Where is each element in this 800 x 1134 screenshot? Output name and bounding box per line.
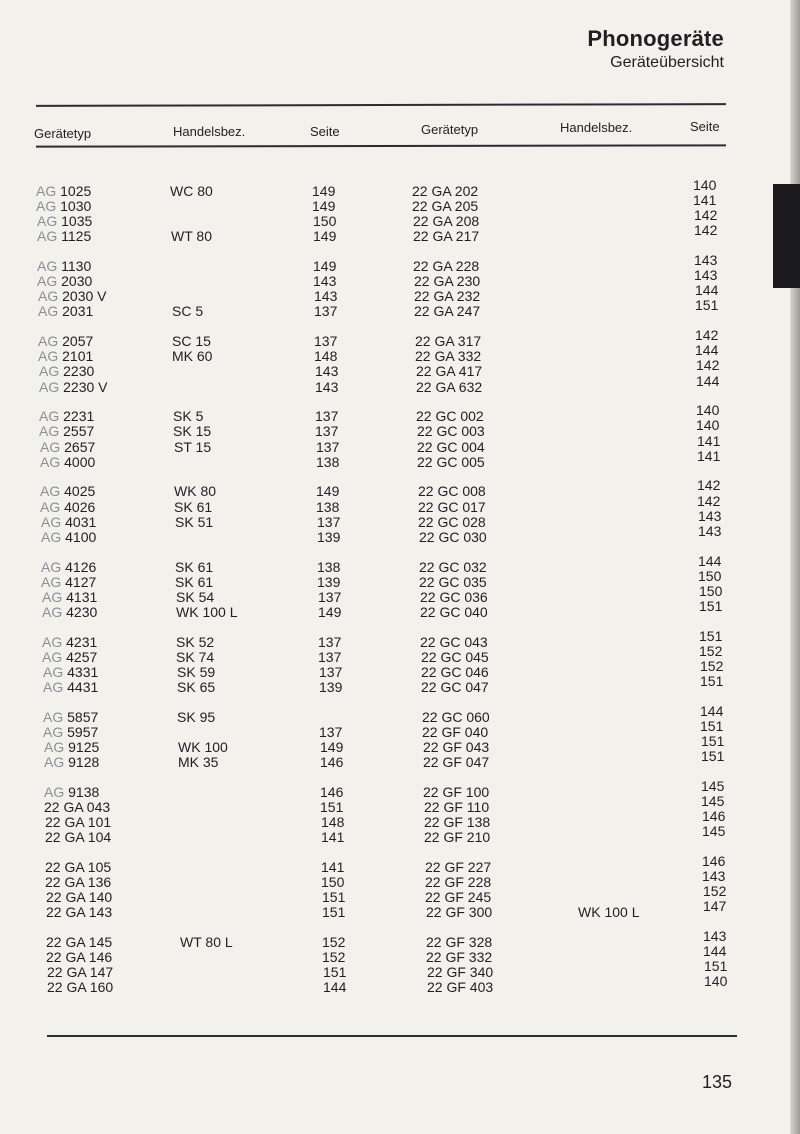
page-ref-cell: 151 (701, 748, 725, 764)
device-type-cell: 22 GF 340 (427, 964, 494, 981)
trade-name-cell: SK 65 (177, 678, 216, 695)
col-header-seite-right: Seite (690, 119, 720, 134)
page-ref-cell: 141 (697, 447, 721, 464)
device-type-prefix: AG (40, 483, 61, 500)
device-type-number: 4000 (64, 453, 96, 470)
device-type-prefix: AG (42, 648, 63, 665)
device-type-cell: 22 GF 228 (425, 874, 492, 890)
device-type-number: 2230 V (63, 378, 108, 395)
device-type-cell (37, 259, 91, 274)
page-ref-cell: 151 (320, 798, 344, 815)
device-type-prefix: AG (40, 453, 61, 470)
device-type-prefix: AG (40, 498, 61, 515)
page-ref-cell: 143 (698, 507, 722, 524)
page-ref-cell: 151 (700, 672, 724, 689)
device-type-prefix: AG (36, 198, 57, 215)
page-ref-cell: 144 (698, 552, 722, 569)
device-type-cell (41, 560, 96, 575)
page-ref-cell: 149 (313, 258, 337, 275)
device-type-cell (44, 785, 99, 800)
device-type-cell: 22 GF 210 (424, 829, 491, 846)
trade-name-cell: SK 74 (176, 648, 215, 665)
page-ref-cell: 139 (317, 573, 341, 590)
device-type-number: 22 GA 143 (46, 904, 113, 921)
page-ref-cell: 137 (315, 408, 339, 425)
device-type-prefix: AG (41, 558, 62, 575)
device-type-prefix: AG (40, 438, 61, 455)
device-type-number: 1130 (61, 258, 92, 275)
device-type-cell (39, 364, 94, 379)
page-ref-cell: 144 (695, 282, 719, 299)
device-type-cell (46, 935, 112, 950)
trade-name-cell: WK 100 L (176, 603, 238, 620)
page-ref-cell: 151 (699, 627, 723, 644)
trade-name-cell: SK 5 (173, 408, 204, 425)
page-ref-cell: 152 (703, 883, 727, 900)
device-type-cell (37, 229, 91, 244)
page-ref-cell: 140 (696, 417, 720, 434)
device-type-cell: 22 GC 060 (422, 708, 490, 725)
page-ref-cell: 146 (320, 783, 344, 800)
device-type-cell (38, 334, 93, 349)
device-type-prefix: AG (41, 528, 62, 545)
device-type-number: 9125 (68, 738, 100, 755)
device-type-cell (45, 875, 111, 890)
page-ref-cell: 140 (693, 177, 717, 193)
page-ref-cell: 150 (699, 582, 723, 599)
device-type-prefix: AG (36, 183, 57, 199)
device-type-cell (38, 289, 107, 304)
page-ref-cell: 144 (323, 979, 347, 996)
device-type-cell: 22 GA 202 (412, 183, 479, 199)
device-type-cell (36, 184, 91, 199)
page-ref-cell: 142 (697, 492, 721, 509)
device-type-cell (41, 515, 96, 530)
page-ref-cell: 140 (704, 973, 728, 990)
device-type-number: 2030 V (62, 288, 107, 305)
page-ref-cell: 141 (321, 858, 345, 875)
col-header-geraetetyp-left: Gerätetyp (34, 126, 92, 141)
page-ref-cell: 151 (323, 964, 347, 981)
device-type-cell (38, 349, 93, 364)
device-type-cell: 22 GA 317 (415, 333, 482, 350)
device-type-number: 1025 (60, 183, 92, 199)
page-ref-cell: 151 (695, 297, 719, 314)
page-ref-cell: 142 (695, 327, 719, 344)
col-header-handelsbez-left: Handelsbez. (173, 124, 246, 139)
device-type-cell: 22 GC 043 (420, 633, 488, 650)
device-type-number: 4031 (65, 513, 97, 530)
device-type-cell: 22 GC 032 (419, 558, 487, 575)
page-ref-cell: 145 (701, 792, 725, 809)
device-type-cell: 22 GF 100 (423, 783, 490, 800)
device-type-number: 4131 (66, 588, 98, 605)
device-type-prefix: AG (43, 723, 64, 740)
trade-name-cell: SK 59 (177, 663, 216, 680)
trade-name-cell: ST 15 (174, 438, 212, 455)
trade-name-cell: WK 100 (178, 738, 228, 755)
trade-name-cell: WK 80 (174, 483, 217, 500)
device-type-number: 4126 (65, 558, 97, 575)
page-ref-cell: 145 (702, 823, 726, 840)
page-ref-cell: 143 (703, 928, 727, 944)
device-type-cell (43, 665, 98, 680)
device-type-prefix: AG (42, 633, 63, 650)
page-ref-cell: 143 (314, 288, 338, 305)
device-type-cell: 22 GF 138 (424, 814, 491, 830)
page-ref-cell: 152 (699, 642, 723, 659)
page-ref-cell: 137 (318, 633, 342, 650)
device-type-cell (45, 830, 111, 845)
page-ref-cell: 137 (318, 648, 342, 665)
page-ref-cell: 151 (322, 889, 346, 906)
device-type-cell (39, 424, 94, 439)
page-ref-cell: 142 (694, 207, 718, 224)
device-type-prefix: AG (44, 783, 65, 800)
device-type-number: 4230 (66, 603, 98, 620)
device-type-number: 22 GA 136 (45, 874, 112, 890)
device-type-number: 1035 (61, 213, 93, 230)
device-type-cell: 22 GF 227 (425, 858, 492, 875)
page-ref-cell: 149 (320, 738, 344, 755)
page-ref-cell: 137 (314, 333, 338, 350)
col-header-geraetetyp-right: Gerätetyp (421, 122, 479, 137)
device-type-prefix: AG (43, 708, 64, 725)
page-ref-cell: 137 (318, 588, 342, 605)
device-type-cell: 22 GA 217 (413, 228, 480, 245)
trade-name-cell: MK 60 (172, 348, 213, 365)
page-ref-cell: 139 (319, 678, 343, 695)
page-ref-cell: 151 (700, 717, 724, 734)
trade-name-cell: SC 15 (172, 333, 211, 350)
page-ref-cell: 152 (322, 949, 346, 966)
page-ref-cell: 151 (699, 597, 723, 614)
device-type-cell: 22 GA 332 (415, 348, 482, 365)
device-type-cell (44, 800, 110, 815)
device-type-cell (44, 755, 99, 770)
device-type-prefix: AG (42, 588, 63, 605)
device-type-prefix: AG (41, 573, 62, 590)
device-type-cell: 22 GA 632 (416, 378, 483, 395)
device-type-number: 2101 (62, 348, 94, 365)
device-type-prefix: AG (39, 423, 60, 440)
device-type-cell: 22 GC 035 (419, 573, 487, 590)
page-ref-cell: 152 (322, 934, 346, 950)
device-type-number: 5957 (67, 723, 99, 740)
device-type-cell: 22 GA 417 (416, 363, 483, 380)
page-ref-cell: 137 (317, 513, 341, 530)
device-type-cell (40, 455, 95, 470)
page-ref-cell: 143 (694, 252, 718, 269)
trade-name-cell: SK 61 (175, 573, 214, 590)
page-ref-cell: 149 (316, 483, 340, 500)
device-type-number: 22 GA 145 (46, 934, 113, 950)
device-type-cell: 22 GA 247 (414, 303, 481, 320)
device-type-cell (42, 605, 97, 620)
device-type-cell: 22 GC 002 (416, 408, 484, 425)
device-type-cell (44, 740, 99, 755)
device-type-cell: 22 GA 230 (414, 273, 481, 290)
device-type-cell (39, 380, 108, 395)
device-type-number: 4431 (67, 678, 99, 695)
device-type-cell: 22 GA 205 (412, 198, 479, 215)
page-ref-cell: 149 (318, 603, 342, 620)
page-ref-cell: 148 (321, 814, 345, 830)
device-type-cell: 22 GC 040 (420, 603, 488, 620)
device-type-cell (46, 890, 112, 905)
page-ref-cell: 143 (698, 522, 722, 539)
device-type-prefix: AG (39, 378, 60, 395)
device-type-number: 4331 (67, 663, 99, 680)
device-type-cell (37, 214, 92, 229)
device-type-cell (47, 980, 113, 995)
device-type-prefix: AG (37, 273, 58, 290)
trade-name-cell: WC 80 (170, 183, 213, 199)
page-ref-cell: 137 (316, 438, 340, 455)
trade-name-cell: SK 51 (175, 513, 214, 530)
trade-name-cell: SK 61 (175, 558, 214, 575)
page-ref-cell: 143 (315, 378, 339, 395)
device-type-number: 4026 (64, 498, 96, 515)
device-type-cell (37, 274, 92, 289)
device-type-number: 22 GA 104 (45, 829, 112, 846)
page-ref-cell: 145 (701, 777, 725, 794)
page-ref-cell: 141 (321, 829, 345, 846)
page-ref-cell: 143 (694, 267, 718, 284)
page-ref-cell: 137 (315, 423, 339, 440)
device-type-prefix: AG (44, 754, 65, 770)
device-type-prefix: AG (43, 663, 64, 680)
page-ref-cell: 144 (703, 943, 727, 960)
device-type-cell: 22 GC 028 (418, 513, 486, 530)
device-type-cell: 22 GC 047 (421, 678, 489, 695)
device-type-cell: 22 GF 300 (426, 904, 493, 921)
device-type-number: 22 GA 043 (44, 798, 111, 815)
page-title: Phonogeräte (587, 26, 724, 51)
page-ref-cell: 143 (315, 363, 339, 380)
device-type-number: 4127 (65, 573, 97, 590)
page-ref-cell: 137 (319, 723, 343, 740)
trade-name-cell: MK 35 (178, 754, 219, 770)
trade-name-cell: SC 5 (172, 303, 204, 320)
device-type-cell (43, 725, 98, 740)
device-type-cell (40, 440, 95, 455)
device-type-cell (38, 304, 93, 319)
page-ref-cell: 150 (698, 567, 722, 584)
section-tab-marker (773, 184, 800, 288)
trade-name-cell: SK 95 (177, 708, 216, 725)
device-type-cell (36, 199, 91, 214)
device-type-cell (42, 650, 97, 665)
device-type-cell (46, 950, 112, 965)
device-type-cell (45, 860, 111, 875)
device-type-prefix: AG (41, 513, 62, 530)
device-type-cell (41, 530, 96, 545)
trade-name-cell: WT 80 L (180, 934, 233, 950)
trade-name-cell: WT 80 (171, 228, 212, 245)
page-ref-cell: 141 (697, 432, 721, 449)
device-type-cell: 22 GC 008 (418, 483, 486, 500)
device-type-prefix: AG (39, 363, 60, 380)
page-ref-cell: 142 (696, 357, 720, 374)
page-ref-cell: 151 (322, 904, 346, 921)
page-ref-cell: 152 (700, 657, 724, 674)
page-ref-cell: 143 (702, 868, 726, 884)
device-type-number: 1125 (61, 228, 92, 245)
page-subtitle: Geräteübersicht (610, 54, 724, 71)
page-ref-cell: 141 (693, 192, 717, 209)
device-type-number: 22 GA 101 (45, 814, 112, 830)
device-type-cell: 22 GC 036 (420, 588, 488, 605)
device-type-cell (43, 680, 98, 695)
device-type-cell: 22 GC 030 (419, 528, 487, 545)
device-type-cell (39, 409, 94, 424)
page-ref-cell: 151 (701, 732, 725, 749)
page-ref-cell: 137 (319, 663, 343, 680)
device-type-cell (46, 905, 112, 920)
device-type-prefix: AG (38, 288, 59, 305)
header-rule (36, 144, 726, 147)
device-type-number: 2557 (63, 423, 95, 440)
device-type-prefix: AG (38, 303, 59, 320)
col-header-seite-left: Seite (310, 124, 340, 139)
device-type-cell: 22 GF 043 (423, 738, 490, 755)
device-type-cell (45, 815, 111, 830)
device-type-cell (43, 710, 98, 725)
device-type-number: 2031 (62, 303, 94, 320)
page-ref-cell: 142 (694, 222, 718, 239)
device-type-number: 22 GA 147 (47, 964, 114, 981)
device-type-number: 2230 (63, 363, 95, 380)
page-ref-cell: 150 (313, 213, 337, 230)
device-type-number: 2057 (62, 333, 94, 350)
trade-name-cell: SK 52 (176, 633, 215, 650)
device-type-number: 22 GA 160 (47, 979, 114, 996)
device-type-cell: 22 GA 232 (414, 288, 481, 305)
page-ref-cell: 137 (314, 303, 338, 320)
device-type-cell: 22 GC 003 (417, 423, 485, 440)
page-ref-cell: 144 (700, 702, 724, 719)
device-type-prefix: AG (37, 213, 58, 230)
device-type-number: 4231 (66, 633, 98, 650)
page-ref-cell: 139 (317, 528, 341, 545)
page-ref-cell: 146 (320, 754, 344, 770)
device-type-number: 5857 (67, 708, 99, 725)
device-type-cell (41, 575, 96, 590)
device-type-cell: 22 GF 403 (427, 979, 494, 996)
device-type-prefix: AG (37, 258, 58, 275)
device-type-number: 9128 (68, 754, 100, 770)
page-ref-cell: 147 (703, 898, 727, 915)
device-type-prefix: AG (44, 738, 65, 755)
device-type-prefix: AG (38, 333, 59, 350)
device-type-number: 4257 (66, 648, 98, 665)
page-ref-cell: 142 (697, 477, 721, 494)
device-type-cell: 22 GC 017 (418, 498, 486, 515)
device-type-cell: 22 GF 332 (426, 949, 493, 966)
page-ref-cell: 146 (702, 852, 726, 869)
page-ref-cell: 149 (313, 228, 337, 245)
device-type-cell: 22 GF 110 (424, 798, 490, 815)
device-type-number: 4025 (64, 483, 96, 500)
device-type-cell: 22 GC 005 (417, 453, 485, 470)
device-type-prefix: AG (38, 348, 59, 365)
page-number: 135 (702, 1072, 733, 1092)
page-ref-cell: 144 (696, 372, 720, 389)
device-type-cell: 22 GC 004 (417, 438, 485, 455)
device-type-number: 4100 (65, 528, 97, 545)
device-type-prefix: AG (42, 603, 63, 620)
trade-name-cell: SK 54 (176, 588, 215, 605)
bottom-rule (47, 1035, 737, 1037)
page-ref-cell: 143 (313, 273, 337, 290)
device-type-number: 22 GA 105 (45, 858, 112, 875)
page-ref-cell: 138 (317, 558, 341, 575)
page-ref-cell: 144 (695, 342, 719, 359)
device-type-cell: 22 GF 047 (423, 754, 490, 770)
device-type-cell: 22 GA 228 (413, 258, 480, 275)
device-type-number: 2030 (61, 273, 93, 290)
device-type-cell: 22 GC 045 (421, 648, 489, 665)
page-ref-cell: 151 (704, 958, 728, 975)
trade-name-cell: SK 61 (174, 498, 213, 515)
page-ref-cell: 149 (312, 198, 336, 215)
device-type-number: 1030 (60, 198, 92, 215)
device-type-prefix: AG (37, 228, 58, 245)
page-ref-cell: 149 (312, 183, 336, 199)
device-type-number: 2231 (63, 408, 95, 425)
page-ref-cell: 150 (321, 874, 345, 890)
device-type-number: 22 GA 140 (46, 889, 113, 906)
top-rule (36, 103, 726, 107)
device-type-cell: 22 GC 046 (421, 663, 489, 680)
device-type-cell (40, 500, 95, 515)
device-type-cell: 22 GF 328 (426, 934, 493, 950)
device-type-number: 2657 (64, 438, 96, 455)
page-ref-cell: 148 (314, 348, 338, 365)
device-type-prefix: AG (39, 408, 60, 425)
device-type-cell (42, 635, 97, 650)
trade-name-cell: SK 15 (173, 423, 212, 440)
page-ref-cell: 138 (316, 498, 340, 515)
trade-name-cell: WK 100 L (578, 904, 640, 921)
device-type-cell (47, 965, 113, 980)
device-type-cell: 22 GF 040 (422, 723, 489, 740)
device-type-cell: 22 GF 245 (425, 889, 492, 906)
col-header-handelsbez-right: Handelsbez. (560, 120, 633, 135)
device-type-cell (40, 484, 95, 499)
device-type-number: 22 GA 146 (46, 949, 113, 966)
page-ref-cell: 146 (702, 808, 726, 824)
device-type-number: 9138 (68, 783, 100, 800)
device-type-cell: 22 GA 208 (413, 213, 480, 230)
page-ref-cell: 138 (316, 453, 340, 470)
page-edge-shadow (790, 0, 800, 1134)
device-type-prefix: AG (43, 678, 64, 695)
page-ref-cell: 140 (696, 402, 720, 419)
device-type-cell (42, 590, 97, 605)
